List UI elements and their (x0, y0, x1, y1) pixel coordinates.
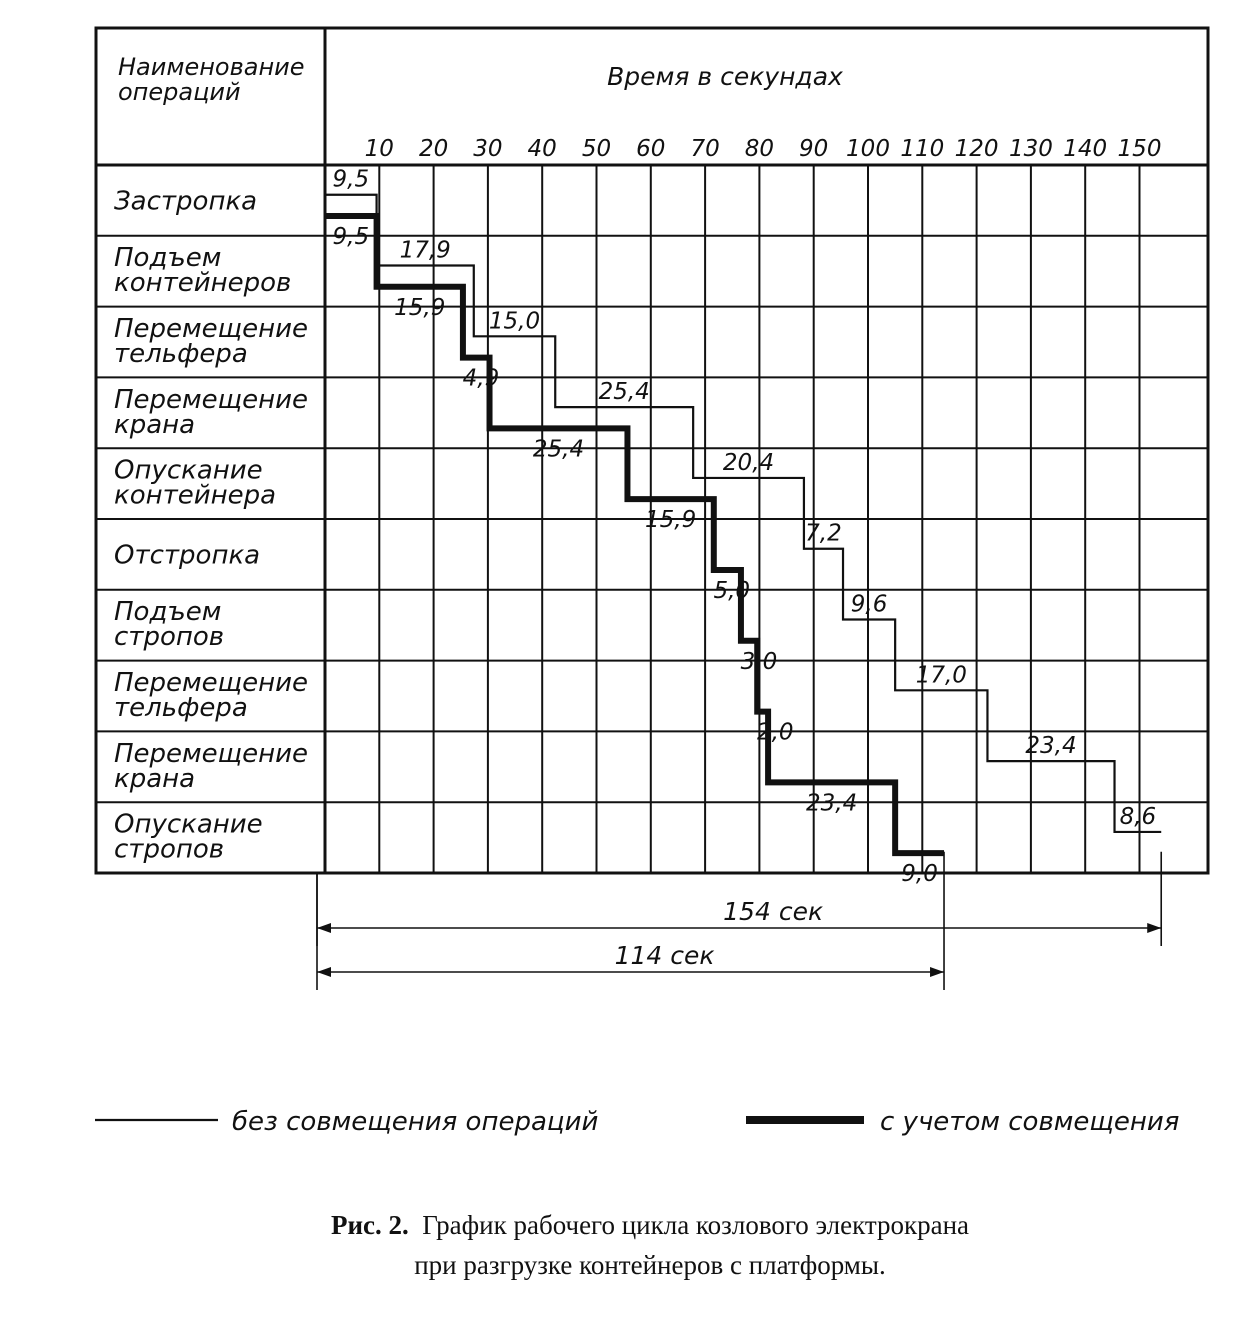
operation-label: Отстропка (114, 540, 261, 571)
operation-label: Подъем контейнеров (114, 243, 292, 299)
dim-arrow-left (317, 923, 331, 933)
total-dimension (317, 852, 1161, 946)
x-tick-label: 140 (1063, 136, 1108, 162)
x-tick-labels (365, 136, 1162, 162)
x-tick-label: 100 (846, 136, 890, 162)
series (325, 167, 1161, 887)
dim-arrow-right (930, 967, 944, 977)
x-tick-label: 60 (636, 136, 666, 162)
operation-label: Перемещение крана (114, 738, 309, 794)
segment-label: 9,0 (901, 861, 938, 888)
segment-label: 8,6 (1119, 803, 1157, 830)
segment-label: 5,0 (713, 577, 751, 604)
segment-label: 7,2 (805, 520, 842, 547)
segment-label: 17,9 (399, 237, 451, 264)
table-header (118, 53, 843, 106)
segment-label: 2,0 (756, 719, 794, 746)
figure-caption (150, 1205, 1150, 1285)
total-label: 114 сек (614, 941, 715, 970)
legend (95, 1107, 1179, 1137)
operations-header-line2: операций (118, 78, 241, 106)
operation-label: Перемещение тельфера (114, 314, 309, 369)
segment-label: 20,4 (722, 449, 775, 476)
dim-arrow-right (1147, 923, 1161, 933)
caption-line2: при разгрузке контейнеров с платформы. (414, 1250, 886, 1280)
operation-label: Перемещение крана (114, 384, 309, 440)
legend-thick-label: с учетом совмещения (880, 1107, 1180, 1137)
operation-label: Подъем стропов (114, 597, 225, 653)
series-thick (325, 216, 944, 887)
x-tick-label: 120 (954, 136, 999, 162)
segment-label: 15,9 (645, 507, 697, 534)
x-tick-label: 10 (364, 136, 394, 162)
operation-label: Застропка (114, 186, 258, 217)
total-label: 154 сек (723, 897, 824, 926)
segment-label: 23,4 (1025, 733, 1077, 760)
dim-arrow-left (317, 967, 331, 977)
x-tick-label: 80 (744, 136, 775, 162)
segment-label: 25,4 (598, 379, 650, 406)
segment-label: 9,6 (850, 591, 888, 618)
x-tick-label: 70 (690, 136, 720, 162)
x-tick-label: 20 (418, 136, 449, 162)
segment-label: 23,4 (806, 790, 858, 817)
caption-line1: График рабочего цикла козлового электрокрана (422, 1210, 970, 1240)
segment-label: 15,0 (488, 308, 541, 335)
operation-labels (114, 186, 308, 864)
x-tick-label: 90 (799, 136, 829, 162)
operation-label: Опускание стропов (114, 809, 263, 865)
segment-label: 15,9 (394, 294, 446, 321)
x-tick-label: 110 (900, 136, 945, 162)
x-tick-label: 30 (473, 136, 503, 162)
caption-prefix: Рис. 2. (330, 1210, 409, 1240)
segment-label: 9,5 (332, 223, 370, 250)
x-tick-label: 40 (527, 136, 557, 162)
segment-label: 9,5 (332, 166, 370, 193)
operation-label: Опускание контейнера (114, 455, 277, 511)
segment-label: 17,0 (915, 662, 967, 689)
x-tick-label: 150 (1117, 136, 1162, 162)
time-header: Время в секундах (607, 62, 843, 91)
operations-header-line1: Наименование (118, 53, 305, 81)
segment-label: 25,4 (532, 436, 585, 463)
legend-thin-label: без совмещения операций (232, 1107, 599, 1137)
segment-label: 3,0 (740, 648, 778, 675)
segment-label: 4,9 (462, 365, 500, 392)
operation-label: Перемещение тельфера (114, 668, 309, 723)
x-tick-label: 130 (1008, 136, 1053, 162)
x-tick-label: 50 (581, 136, 612, 162)
